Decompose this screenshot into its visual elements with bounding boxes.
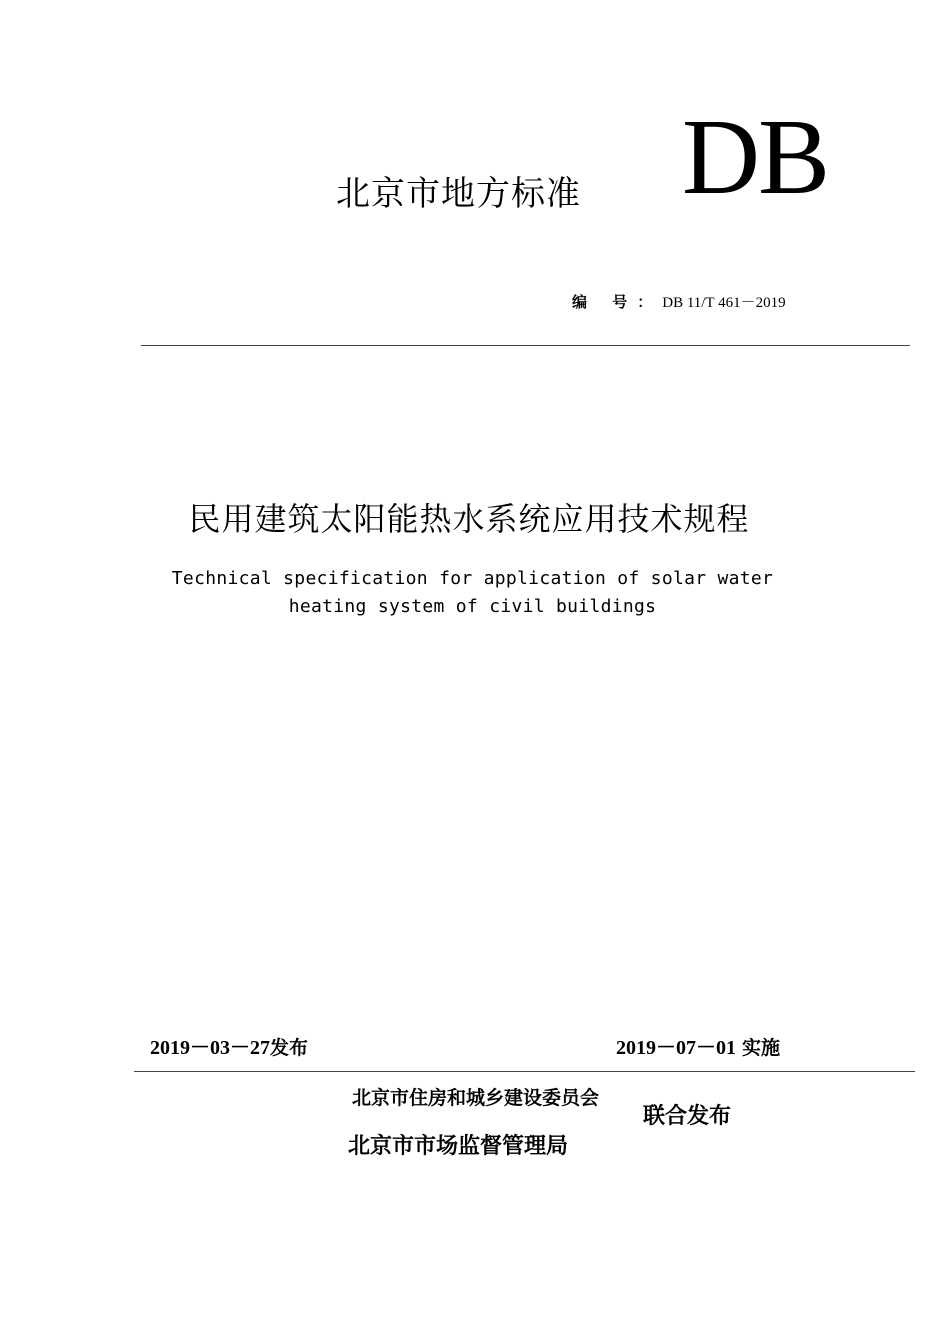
standard-number (572, 291, 786, 312)
publish-date: 2019－03－27 (150, 1037, 270, 1059)
publish-label: 发布 (270, 1037, 309, 1059)
title-english-line1: Technical specification for application of solar water (171, 568, 774, 589)
standard-number-value: DB 11/T 461－2019 (662, 295, 786, 311)
title-chinese: 民用建筑太阳能热水系统应用技术规程 (188, 500, 750, 538)
issuer-housing-committee: 北京市住房和城乡建设委员会 (352, 1087, 600, 1109)
issuer-market-regulation: 北京市市场监督管理局 (348, 1134, 569, 1159)
title-english-line2: heating system of civil buildings (288, 596, 657, 617)
db-logo: DB (682, 98, 829, 217)
joint-publication-label: 联合发布 (643, 1104, 732, 1129)
implement-date-block (616, 1031, 780, 1060)
footer-divider (134, 1071, 915, 1072)
implement-label: 实施 (742, 1037, 781, 1059)
publish-date-block (150, 1031, 308, 1060)
title-english (0, 565, 950, 621)
header-divider (141, 345, 910, 346)
standard-category: 北京市地方标准 (336, 174, 581, 214)
standard-number-label: 编 号： (572, 293, 663, 311)
implement-date: 2019－07－01 (616, 1037, 736, 1059)
